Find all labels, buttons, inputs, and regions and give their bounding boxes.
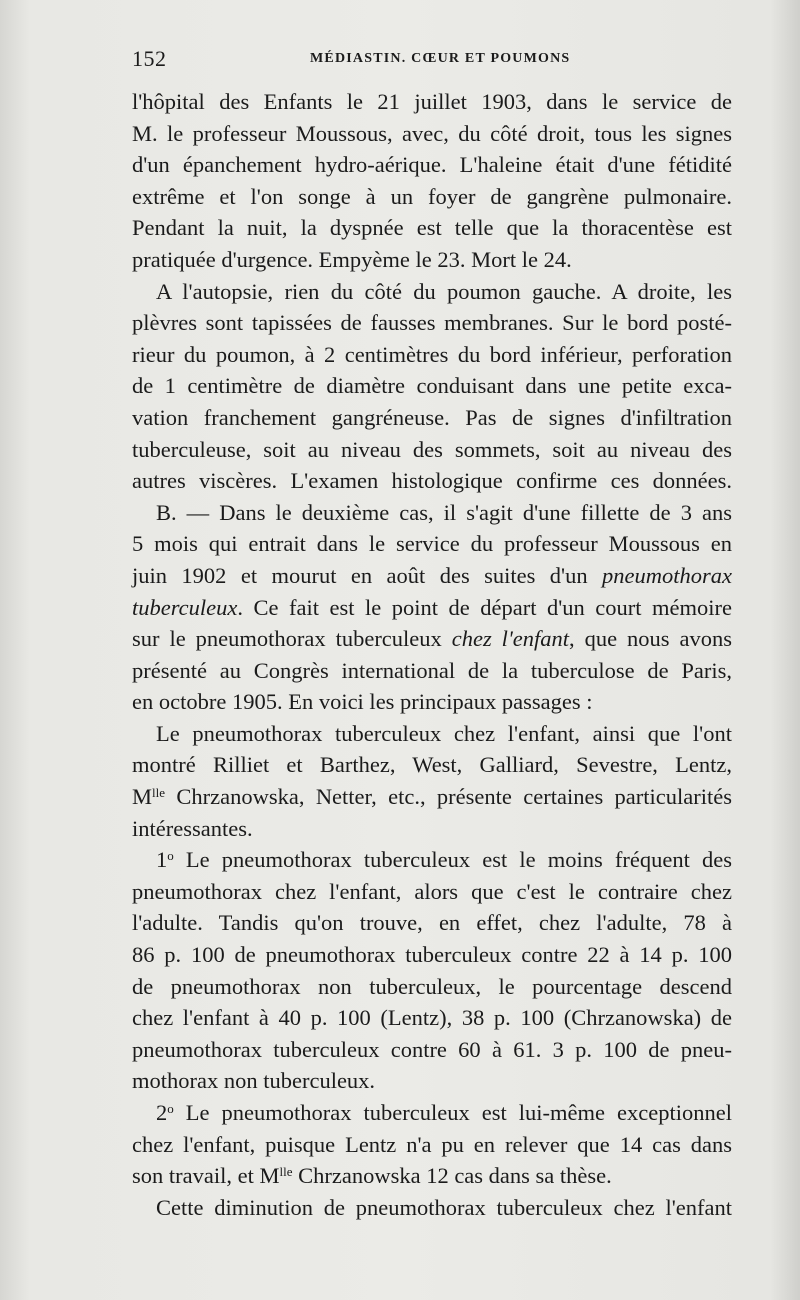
- text-line: en octobre 1905. En voici les principaux passages :: [132, 689, 593, 715]
- text-line: 86 p. 100 de pneumothorax tuberculeux contre 22 à 14 p. 100: [132, 942, 732, 968]
- running-head: MÉDIASTIN. CŒUR ET POUMONS: [310, 51, 571, 66]
- text-line: tuberculeuse, soit au niveau des sommets, soit au niveau des: [132, 436, 732, 462]
- text-line: sur le pneumothorax tuberculeux chez l'enfant, que nous avons: [132, 626, 732, 652]
- text-line: pratiquée d'urgence. Empyème le 23. Mort le 24.: [132, 246, 572, 272]
- text-line: vation franchement gangréneuse. Pas de signes d'infiltration: [132, 404, 732, 430]
- text-line: chez l'enfant à 40 p. 100 (Lentz), 38 p. 100 (Chrzanowska) de: [132, 1005, 732, 1031]
- text-line: son travail, et $M^{lle}$ Chrzanowska 12 cas dans sa thèse.: [132, 1163, 612, 1189]
- page-number: 152: [132, 46, 167, 71]
- text-line: de pneumothorax non tuberculeux, le pourcentage descend: [132, 973, 732, 999]
- text-line: B. — Dans le deuxième cas, il s'agit d'une fillette de 3 ans: [156, 499, 732, 525]
- page-header: [132, 46, 732, 76]
- text-line: Cette diminution de pneumothorax tuberculeux chez l'enfant: [156, 1194, 732, 1220]
- text-line: intéressantes.: [132, 815, 253, 841]
- text-line: pneumothorax chez l'enfant, alors que c'est le contraire chez: [132, 878, 732, 904]
- text-line: montré Rilliet et Barthez, West, Galliard, Sevestre, Lentz,: [132, 752, 732, 778]
- text-line: mothorax non tuberculeux.: [132, 1068, 376, 1094]
- text-line: présenté au Congrès international de la tuberculose de Paris,: [132, 657, 732, 683]
- text-line: 1$^o$ Le pneumothorax tuberculeux est le moins fréquent des: [156, 847, 732, 873]
- text-line: chez l'enfant, puisque Lentz n'a pu en relever que 14 cas dans: [132, 1131, 732, 1157]
- text-line: autres viscères. L'examen histologique confirme ces données.: [132, 468, 732, 494]
- body-text: [132, 86, 732, 1223]
- text-line: rieur du poumon, à 2 centimètres du bord inférieur, perforation: [132, 341, 732, 367]
- text-line: tuberculeux. Ce fait est le point de départ d'un court mémoire: [132, 594, 732, 620]
- text-line: extrême et l'on songe à un foyer de gangrène pulmonaire.: [132, 183, 732, 209]
- text-line: M. le professeur Moussous, avec, du côté droit, tous les signes: [132, 120, 732, 146]
- text-line: $M^{lle}$ Chrzanowska, Netter, etc., présente certaines particularités: [132, 784, 732, 810]
- text-line: Pendant la nuit, la dyspnée est telle que la thoracentèse est: [132, 215, 732, 241]
- text-line: 5 mois qui entrait dans le service du professeur Moussous en: [132, 531, 732, 557]
- text-line: de 1 centimètre de diamètre conduisant dans une petite exca-: [132, 373, 732, 399]
- text-line: A l'autopsie, rien du côté du poumon gauche. A droite, les: [156, 278, 732, 304]
- text-line: Le pneumothorax tuberculeux chez l'enfant, ainsi que l'ont: [156, 720, 732, 746]
- text-line: l'hôpital des Enfants le 21 juillet 1903, dans le service de: [132, 89, 732, 114]
- text-line: l'adulte. Tandis qu'on trouve, en effet, chez l'adulte, 78 à: [132, 910, 732, 936]
- text-line: juin 1902 et mourut en août des suites d'un pneumothorax: [132, 562, 732, 588]
- text-line: plèvres sont tapissées de fausses membranes. Sur le bord posté-: [132, 310, 732, 336]
- text-line: pneumothorax tuberculeux contre 60 à 61. 3 p. 100 de pneu-: [132, 1036, 732, 1062]
- text-line: d'un épanchement hydro-aérique. L'haleine était d'une fétidité: [132, 152, 732, 178]
- text-line: 2$^o$ Le pneumothorax tuberculeux est lui-même exceptionnel: [156, 1100, 732, 1125]
